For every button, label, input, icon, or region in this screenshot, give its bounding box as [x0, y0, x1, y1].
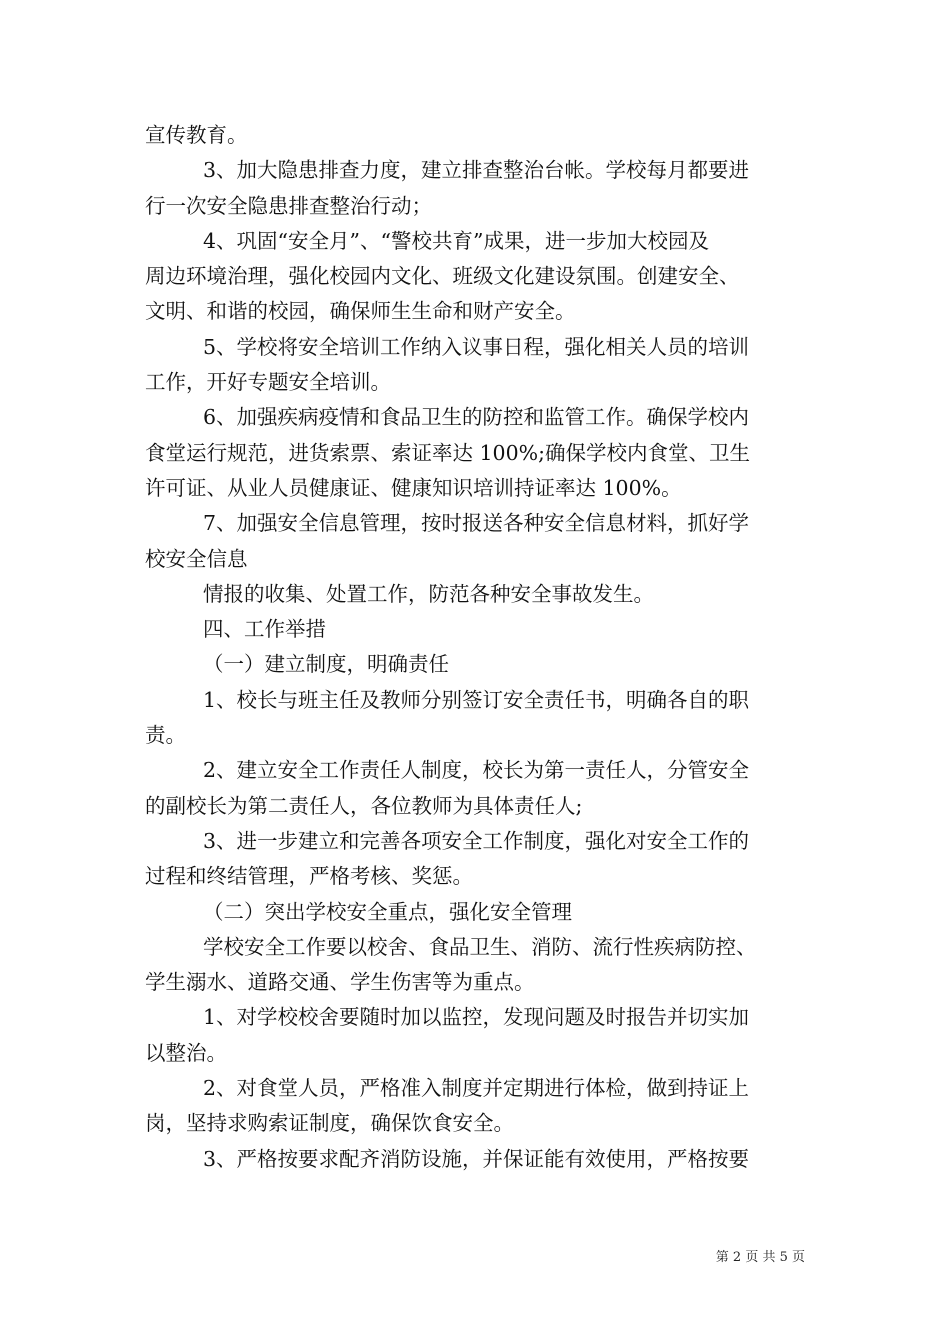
- paragraph-line: 学校安全工作要以校舍、食品卫生、消防、流行性疾病防控、: [203, 934, 757, 959]
- paragraph-line: 许可证、从业人员健康证、健康知识培训持证率达 100%。: [145, 475, 682, 500]
- paragraph-line: 文明、和谐的校园，确保师生生命和财产安全。: [145, 299, 576, 324]
- document-body: [145, 118, 810, 1177]
- paragraph-line: 四、工作举措: [203, 617, 326, 642]
- paragraph-line: 4、巩固“安全月”、“警校共育”成果，进一步加大校园及: [203, 228, 709, 253]
- paragraph-line: 过程和终结管理，严格考核、奖惩。: [145, 864, 473, 889]
- paragraph-line: 责。: [145, 723, 186, 748]
- paragraph-line: 7、加强安全信息管理，按时报送各种安全信息材料，抓好学: [203, 511, 750, 536]
- paragraph-line: 工作，开好专题安全培训。: [145, 370, 391, 395]
- paragraph-line: 1、校长与班主任及教师分别签订安全责任书，明确各自的职: [203, 687, 750, 712]
- paragraph-line: 岗，坚持求购索证制度，确保饮食安全。: [145, 1111, 514, 1136]
- paragraph-line: 校安全信息: [145, 546, 248, 571]
- paragraph-line: （一）建立制度，明确责任: [203, 652, 449, 677]
- paragraph-line: 食堂运行规范，进货索票、索证率达 100%;确保学校内食堂、卫生: [145, 440, 751, 465]
- paragraph-line: 3、进一步建立和完善各项安全工作制度，强化对安全工作的: [203, 828, 750, 853]
- page-number-footer: 第 2 页 共 5 页: [715, 1250, 805, 1265]
- paragraph-line: 行一次安全隐患排查整治行动；: [145, 193, 432, 218]
- paragraph-line: 学生溺水、道路交通、学生伤害等为重点。: [145, 970, 535, 995]
- paragraph-line: 的副校长为第二责任人，各位教师为具体责任人;: [145, 793, 583, 818]
- paragraph-line: 以整治。: [145, 1040, 227, 1065]
- paragraph-line: 5、学校将安全培训工作纳入议事日程，强化相关人员的培训: [203, 334, 750, 359]
- paragraph-line: 3、加大隐患排查力度，建立排查整治台帐。学校每月都要进: [203, 158, 750, 183]
- paragraph-line: （二）突出学校安全重点，强化安全管理: [203, 899, 572, 924]
- paragraph-line: 2、建立安全工作责任人制度，校长为第一责任人，分管安全: [203, 758, 750, 783]
- paragraph-line: 情报的收集、处置工作，防范各种安全事故发生。: [203, 581, 654, 606]
- paragraph-line: 6、加强疾病疫情和食品卫生的防控和监管工作。确保学校内: [203, 405, 750, 430]
- paragraph-line: 宣传教育。: [145, 123, 248, 147]
- paragraph-line: 2、对食堂人员，严格准入制度并定期进行体检，做到持证上: [203, 1076, 750, 1101]
- paragraph-line: 3、严格按要求配齐消防设施，并保证能有效使用，严格按要: [203, 1146, 750, 1171]
- paragraph-line: 1、对学校校舍要随时加以监控，发现问题及时报告并切实加: [203, 1005, 750, 1030]
- paragraph-line: 周边环境治理，强化校园内文化、班级文化建设氛围。创建安全、: [145, 264, 740, 289]
